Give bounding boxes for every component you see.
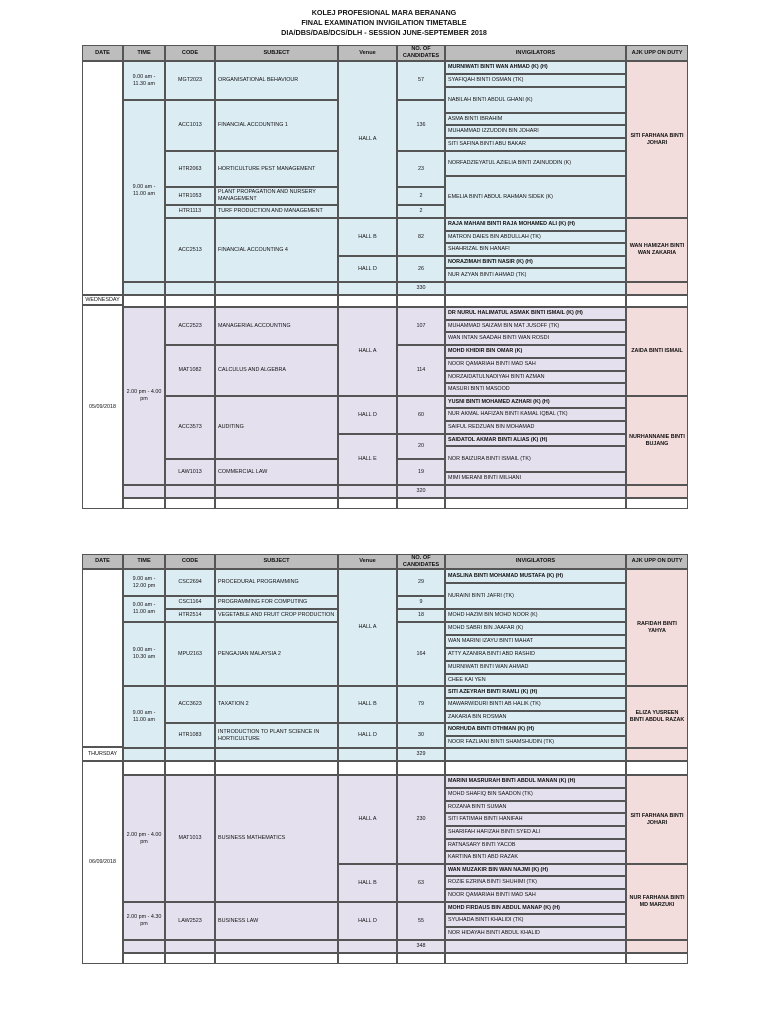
invigilator-name: MARINI MASRURAH BINTI ABDUL MANAN (K) (H): [445, 775, 626, 788]
t2-blank-cell: [123, 940, 165, 953]
t1-day-label: WEDNESDAY: [82, 295, 123, 305]
invigilator-name: MURNIWATI BINTI WAN AHMAD: [445, 661, 626, 674]
t2-blank-cell: [123, 761, 165, 775]
invigilator-name: NOR BAIZURA BINTI ISMAIL (TK): [445, 446, 626, 472]
invigilator-name: NURAINI BINTI JAFRI (TK): [445, 583, 626, 609]
invigilator-name: SHAHRIZAL BIN HANAFI: [445, 243, 626, 256]
course-code: HTR1113: [165, 205, 215, 218]
session-subtitle: DIA/DBS/DAB/DCS/DLH - SESSION JUNE-SEPTEMBER 2018: [281, 28, 487, 37]
course-subject: PENGAJIAN MALAYSIA 2: [215, 622, 338, 686]
t2-header-ajk: AJK UPP ON DUTY: [626, 554, 688, 569]
t1-header-candidates: NO. OF CANDIDATES: [397, 45, 445, 61]
t2-blank-cell: [123, 953, 165, 964]
course-code: HTR1083: [165, 723, 215, 748]
blank-cell: [338, 498, 397, 509]
blank-cell: [215, 953, 338, 964]
t1-date-cell: [82, 61, 123, 295]
invigilator-name: SHARIFAH HAFIZAH BINTI SYED ALI: [445, 826, 626, 839]
invigilator-name: ASMA BINTI IBRAHIM: [445, 113, 626, 125]
candidate-count: 60: [397, 396, 445, 434]
candidate-count: 164: [397, 622, 445, 686]
candidate-count: 2: [397, 187, 445, 205]
course-code: ACC1013: [165, 100, 215, 151]
blank-cell: [338, 295, 397, 307]
candidate-count: 57: [397, 61, 445, 100]
blank-cell: [338, 748, 397, 761]
ajk-on-duty: ZAIDA BINTI ISMAIL: [626, 307, 688, 396]
course-subject: HORTICULTURE PEST MANAGEMENT: [215, 151, 338, 187]
t2-blank-cell: [445, 940, 626, 953]
t1-blank-cell: [123, 498, 165, 509]
invigilator-name: SYUHADA BINTI KHALIDI (TK): [445, 914, 626, 927]
invigilator-name: MASLINA BINTI MOHAMAD MUSTAFA (K) (H): [445, 569, 626, 583]
course-subject: BUSINESS LAW: [215, 902, 338, 940]
blank-cell: [397, 953, 445, 964]
blank-cell: [215, 282, 338, 295]
invigilator-name: NORAZIMAH BINTI NASIR (K) (H): [445, 256, 626, 268]
course-code: HTR2063: [165, 151, 215, 187]
invigilator-name: ROZIE EZRINA BINTI SHUHIMI (TK): [445, 876, 626, 889]
exam-venue: HALL B: [338, 864, 397, 902]
t1-header-subject: SUBJECT: [215, 45, 338, 61]
t1-header-venue: Venue: [338, 45, 397, 61]
course-subject: COMMERCIAL LAW: [215, 459, 338, 485]
candidate-count: 114: [397, 345, 445, 396]
exam-venue: HALL A: [338, 569, 397, 686]
t2-time-slot: 9.00 am - 11.00 am: [123, 596, 165, 622]
course-subject: FINANCIAL ACCOUNTING 1: [215, 100, 338, 151]
exam-venue: HALL B: [338, 686, 397, 723]
invigilator-name: DR NURUL HALIMATUL ASMAK BINTI ISMAIL (K) (H): [445, 307, 626, 320]
course-code: CSC1164: [165, 596, 215, 609]
t2-date-label: 06/09/2018: [82, 761, 123, 964]
course-subject: BUSINESS MATHEMATICS: [215, 775, 338, 902]
invigilator-name: MAWARWIDURI BINTI AB HALIK (TK): [445, 698, 626, 711]
t1-header-date: DATE: [82, 45, 123, 61]
course-subject: PLANT PROPAGATION AND NURSERY MANAGEMENT: [215, 187, 338, 205]
invigilator-name: NABILAH BINTI ABDUL GHANI (K): [445, 87, 626, 113]
invigilator-name: MOHD SHAFIQ BIN SAADON (TK): [445, 788, 626, 801]
course-subject: PROCEDURAL PROGRAMMING: [215, 569, 338, 596]
exam-venue: HALL D: [338, 396, 397, 434]
t2-day-label: THURSDAY: [82, 747, 123, 761]
ajk-on-duty: NUR FARHANA BINTI MD MARZUKI: [626, 864, 688, 940]
exam-venue: HALL B: [338, 218, 397, 256]
t2-blank-cell: [626, 953, 688, 964]
t2-blank-cell: [123, 748, 165, 761]
t1-blank-cell: [123, 282, 165, 295]
ajk-on-duty: SITI FARHANA BINTI JOHARI: [626, 775, 688, 864]
t2-header-code: CODE: [165, 554, 215, 569]
exam-venue: HALL A: [338, 307, 397, 396]
t1-blank-cell: [626, 498, 688, 509]
invigilator-name: MOHD HAZIM BIN MOHD NOOR (K): [445, 609, 626, 622]
course-code: LAW2523: [165, 902, 215, 940]
candidate-count: 23: [397, 151, 445, 187]
candidate-count: 18: [397, 609, 445, 622]
t2-header-time: TIME: [123, 554, 165, 569]
t1-time-slot: 9.00 am - 11.30 am: [123, 61, 165, 100]
blank-cell: [165, 498, 215, 509]
invigilator-name: RATNASARY BINTI YACOB: [445, 839, 626, 851]
candidate-count: 2: [397, 205, 445, 218]
invigilator-name: SITI SAFINA BINTI ABU BAKAR: [445, 138, 626, 151]
invigilator-name: YUSNI BINTI MOHAMED AZHARI (K) (H): [445, 396, 626, 408]
exam-venue: HALL E: [338, 434, 397, 485]
candidate-count: 19: [397, 459, 445, 485]
t2-time-slot: 9.00 am - 12.00 pm: [123, 569, 165, 596]
candidate-count: 330: [397, 282, 445, 295]
t1-header-code: CODE: [165, 45, 215, 61]
blank-cell: [215, 485, 338, 498]
course-code: MAT1082: [165, 345, 215, 396]
invigilator-name: SAIFUL REDZUAN BIN MOHAMAD: [445, 421, 626, 434]
invigilator-name: MOHD FIRDAUS BIN ABDUL MANAP (K) (H): [445, 902, 626, 914]
candidate-count: 230: [397, 775, 445, 864]
invigilator-name: NOOR QAMARIAH BINTI MAD SAH: [445, 889, 626, 902]
candidate-count: 63: [397, 864, 445, 902]
blank-cell: [165, 748, 215, 761]
candidate-count: 329: [397, 748, 445, 761]
blank-cell: [338, 953, 397, 964]
exam-venue: HALL D: [338, 902, 397, 940]
invigilator-name: NOR HIDAYAH BINTI ABDUL KHALID: [445, 927, 626, 940]
course-subject: MANAGERIAL ACCOUNTING: [215, 307, 338, 345]
ajk-on-duty: RAFIDAH BINTI YAHYA: [626, 569, 688, 686]
candidate-count: 20: [397, 434, 445, 459]
blank-cell: [397, 498, 445, 509]
candidate-count: 136: [397, 100, 445, 151]
invigilator-name: WAN MARINI IZAYU BINTI MAHAT: [445, 635, 626, 648]
blank-cell: [215, 940, 338, 953]
course-code: ACC3623: [165, 686, 215, 723]
blank-cell: [338, 940, 397, 953]
invigilator-name: NORZAIDATULNADIYAH BINTI AZMAN: [445, 371, 626, 383]
blank-cell: [215, 295, 338, 307]
blank-cell: [165, 282, 215, 295]
course-code: ACC3573: [165, 396, 215, 459]
t2-blank-cell: [445, 953, 626, 964]
t2-time-slot: 2.00 pm - 4.00 pm: [123, 775, 165, 902]
invigilator-name: MOHD SABRI BIN JAAFAR (K): [445, 622, 626, 635]
blank-cell: [165, 940, 215, 953]
t2-time-slot: 2.00 pm - 4.30 pm: [123, 902, 165, 940]
invigilator-name: NOOR QAMARIAH BINTI MAD SAH: [445, 358, 626, 371]
invigilator-name: WAN INTAN SAADAH BINTI WAN ROSDI: [445, 332, 626, 345]
t2-header-invigilators: INVIGILATORS: [445, 554, 626, 569]
blank-cell: [215, 761, 338, 775]
course-subject: PROGRAMMING FOR COMPUTING: [215, 596, 338, 609]
invigilator-name: EMELIA BINTI ABDUL RAHMAN SIDEK (K): [445, 176, 626, 218]
blank-cell: [165, 761, 215, 775]
t2-time-slot: 9.00 am - 10.30 am: [123, 622, 165, 686]
blank-cell: [338, 282, 397, 295]
invigilator-name: NUR AKMAL HAFIZAN BINTI KAMAL IQBAL (TK): [445, 408, 626, 421]
blank-cell: [215, 748, 338, 761]
candidate-count: 107: [397, 307, 445, 345]
t1-blank-cell: [626, 295, 688, 307]
exam-venue: HALL D: [338, 723, 397, 748]
t1-time-slot: 2.00 pm - 4.00 pm: [123, 307, 165, 485]
blank-cell: [165, 953, 215, 964]
course-subject: CALCULUS AND ALGEBRA: [215, 345, 338, 396]
document-title: FINAL EXAMINATION INVIGILATION TIMETABLE: [301, 18, 467, 27]
exam-venue: HALL A: [338, 775, 397, 864]
college-name: KOLEJ PROFESIONAL MARA BERANANG: [311, 8, 457, 17]
t1-blank-cell: [123, 485, 165, 498]
invigilator-name: RAJA MAHANI BINTI RAJA MOHAMED ALI (K) (H): [445, 218, 626, 231]
course-code: LAW1013: [165, 459, 215, 485]
invigilator-name: MURNIWATI BINTI WAN AHMAD (K) (H): [445, 61, 626, 74]
blank-cell: [397, 761, 445, 775]
invigilator-name: ZAKARIA BIN ROSMAN: [445, 711, 626, 723]
candidate-count: 55: [397, 902, 445, 940]
t2-blank-cell: [626, 748, 688, 761]
t1-blank-cell: [445, 498, 626, 509]
course-code: CSC2694: [165, 569, 215, 596]
t1-blank-cell: [445, 282, 626, 295]
t2-blank-cell: [445, 748, 626, 761]
course-subject: VEGETABLE AND FRUIT CROP PRODUCTION: [215, 609, 338, 622]
candidate-count: 82: [397, 218, 445, 256]
t2-header-candidates: NO. OF CANDIDATES: [397, 554, 445, 569]
t1-blank-cell: [445, 485, 626, 498]
t1-header-ajk: AJK UPP ON DUTY: [626, 45, 688, 61]
invigilator-name: NOOR FAZLIANI BINTI SHAMSHUDIN (TK): [445, 736, 626, 748]
invigilator-name: MASURI BINTI MASOOD: [445, 383, 626, 396]
invigilator-name: MIMI MERANI BINTI MILHANI: [445, 472, 626, 485]
t1-blank-cell: [445, 295, 626, 307]
t2-header-date: DATE: [82, 554, 123, 569]
invigilator-name: WAN MUZAKIR BIN WAN NAJMI (K) (H): [445, 864, 626, 876]
t2-date-cell: [82, 569, 123, 747]
invigilator-name: SITI FATIMAH BINTI HANIFAH: [445, 813, 626, 826]
invigilator-name: MUHAMMAD IZZUDDIN BIN JOHARI: [445, 125, 626, 138]
candidate-count: 9: [397, 596, 445, 609]
t1-blank-cell: [626, 282, 688, 295]
candidate-count: 348: [397, 940, 445, 953]
t2-blank-cell: [626, 761, 688, 775]
t2-time-slot: 9.00 am - 11.00 am: [123, 686, 165, 748]
t2-blank-cell: [445, 761, 626, 775]
candidate-count: 30: [397, 723, 445, 748]
invigilator-name: MOHD KHIDIR BIN OMAR (K): [445, 345, 626, 358]
course-code: HTR1053: [165, 187, 215, 205]
exam-venue: HALL A: [338, 61, 397, 218]
blank-cell: [165, 485, 215, 498]
course-code: HTR2514: [165, 609, 215, 622]
invigilator-name: MATRON DAIES BIN ABDULLAH (TK): [445, 231, 626, 243]
invigilator-name: MUHAMMAD SAIZAM BIN MAT JUSOFF (TK): [445, 320, 626, 332]
invigilator-name: CHEE KAI YEN: [445, 674, 626, 686]
course-subject: TAXATION 2: [215, 686, 338, 723]
course-subject: FINANCIAL ACCOUNTING 4: [215, 218, 338, 282]
invigilator-name: NORHUDA BINTI OTHMAN (K) (H): [445, 723, 626, 736]
ajk-on-duty: SITI FARHANA BINTI JOHARI: [626, 61, 688, 218]
invigilator-name: SITI AZEYRAH BINTI RAMLI (K) (H): [445, 686, 626, 698]
invigilator-name: KARTINA BINTI ABD RAZAK: [445, 851, 626, 864]
t1-header-invigilators: INVIGILATORS: [445, 45, 626, 61]
ajk-on-duty: ELIZA YUSREEN BINTI ABDUL RAZAK: [626, 686, 688, 748]
course-subject: INTRODUCTION TO PLANT SCIENCE IN HORTICULTURE: [215, 723, 338, 748]
invigilator-name: ATTY AZANIRA BINTI ABD RASHID: [445, 648, 626, 661]
ajk-on-duty: WAN HAMIZAH BINTI WAN ZAKARIA: [626, 218, 688, 282]
t1-date-label: 05/09/2018: [82, 305, 123, 509]
t1-header-time: TIME: [123, 45, 165, 61]
invigilator-name: ROZANA BINTI SUMAN: [445, 801, 626, 813]
course-code: ACC2513: [165, 218, 215, 282]
course-code: MAT1013: [165, 775, 215, 902]
ajk-on-duty: NURHANNANIE BINTI BUJANG: [626, 396, 688, 485]
course-code: ACC2523: [165, 307, 215, 345]
candidate-count: 29: [397, 569, 445, 596]
invigilator-name: SYAFIQAH BINTI OSMAN (TK): [445, 74, 626, 87]
candidate-count: 320: [397, 485, 445, 498]
t2-blank-cell: [626, 940, 688, 953]
blank-cell: [338, 761, 397, 775]
t1-blank-cell: [626, 485, 688, 498]
blank-cell: [165, 295, 215, 307]
invigilator-name: SAIDATOL AKMAR BINTI ALIAS (K) (H): [445, 434, 626, 446]
blank-cell: [215, 498, 338, 509]
course-subject: ORGANISATIONAL BEHAVIOUR: [215, 61, 338, 100]
blank-cell: [338, 485, 397, 498]
blank-cell: [397, 295, 445, 307]
course-code: MPU2163: [165, 622, 215, 686]
course-subject: TURF PRODUCTION AND MANAGEMENT: [215, 205, 338, 218]
t2-header-subject: SUBJECT: [215, 554, 338, 569]
t1-time-slot: 9.00 am - 11.00 am: [123, 100, 165, 282]
invigilator-name: NUR AZYAN BINTI AHMAD (TK): [445, 268, 626, 282]
t2-header-venue: Venue: [338, 554, 397, 569]
t1-blank-cell: [123, 295, 165, 307]
invigilator-name: NORFADZIEYATUL AZIELIA BINTI ZAINUDDIN (K): [445, 151, 626, 176]
candidate-count: 79: [397, 686, 445, 723]
course-code: MGT2023: [165, 61, 215, 100]
candidate-count: 26: [397, 256, 445, 282]
exam-venue: HALL D: [338, 256, 397, 282]
course-subject: AUDITING: [215, 396, 338, 459]
